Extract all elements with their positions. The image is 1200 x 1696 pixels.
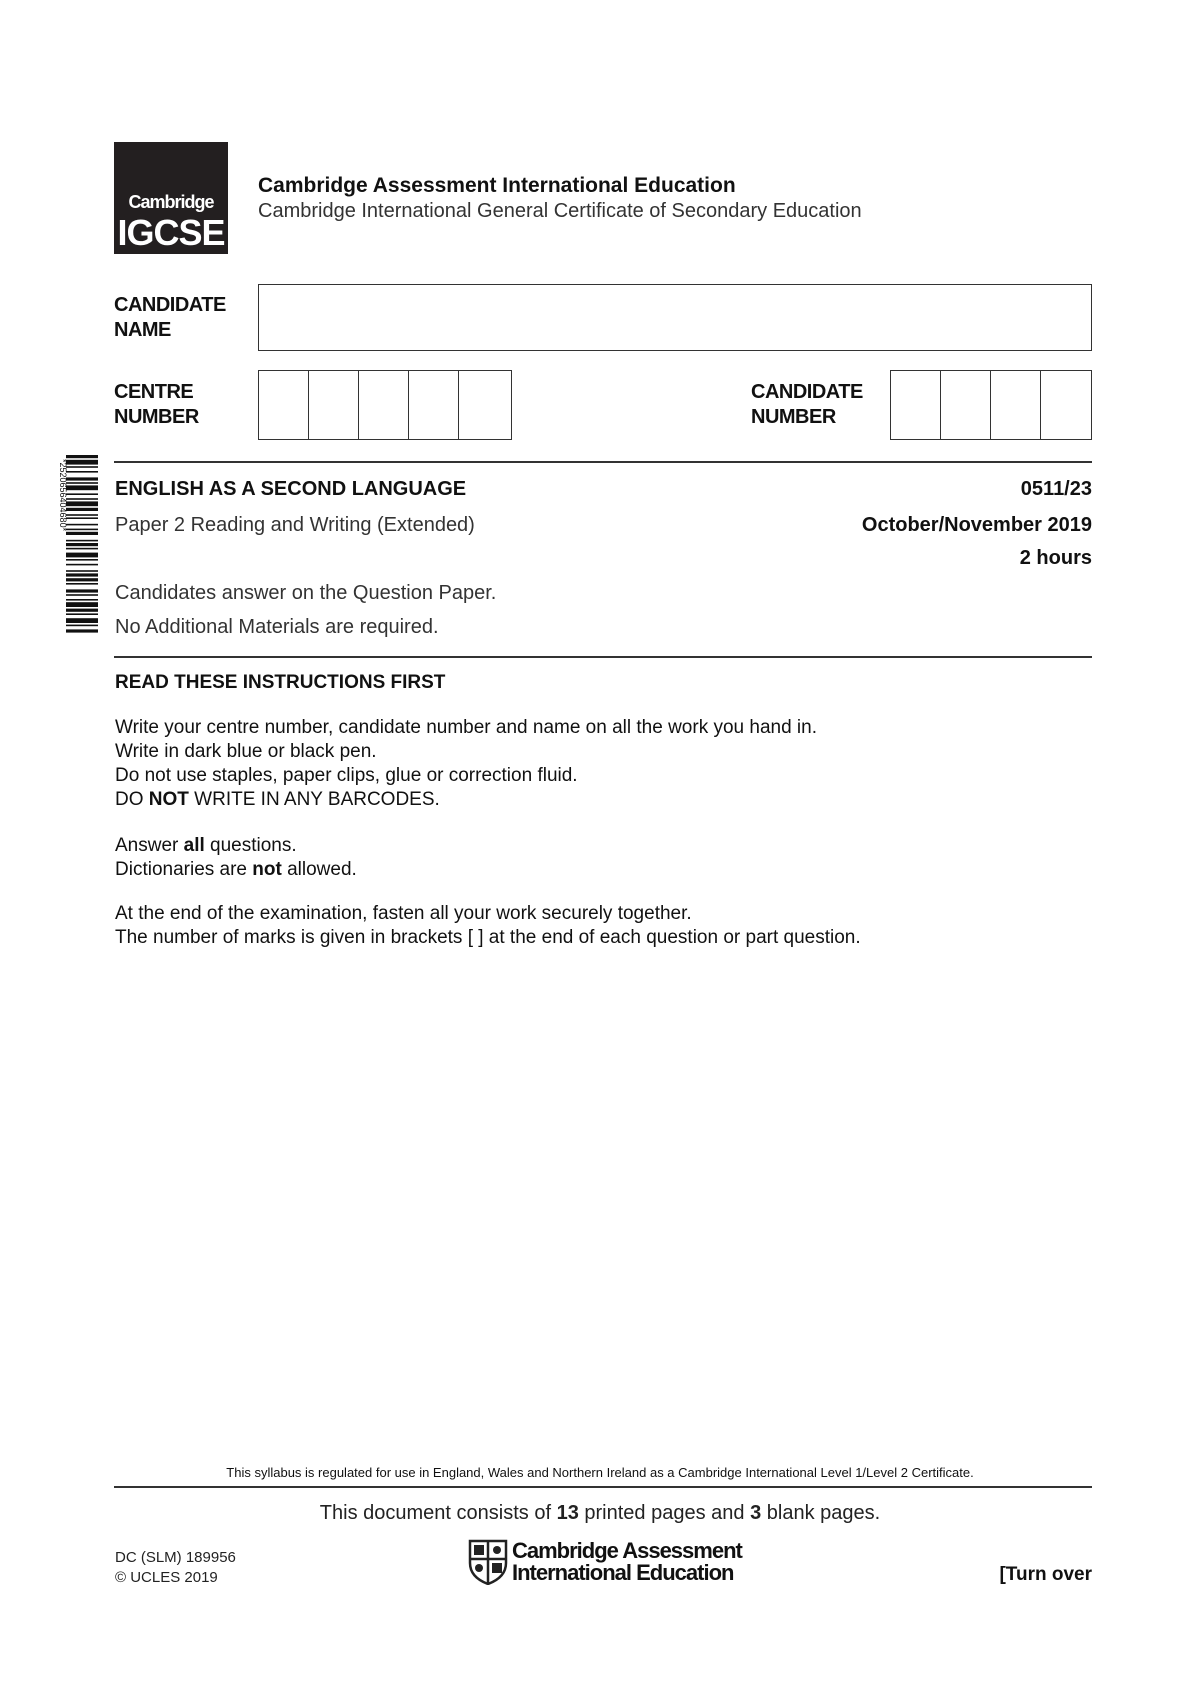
barcode-bar	[66, 514, 98, 516]
digit-box[interactable]	[991, 371, 1041, 439]
text-run: DO	[115, 789, 149, 810]
label-line: NAME	[114, 319, 171, 341]
text-run-bold: all	[183, 835, 205, 856]
paper-code: 0511/23	[1020, 478, 1092, 500]
barcode-bar	[66, 570, 98, 572]
digit-box[interactable]	[1041, 371, 1091, 439]
instruction-line	[115, 858, 357, 882]
barcode-bar	[66, 529, 98, 531]
divider	[114, 1486, 1092, 1488]
label-line: CENTRE	[114, 381, 194, 403]
barcode-bar	[66, 625, 98, 627]
barcode-bar	[66, 477, 98, 480]
barcode-bar	[66, 493, 98, 495]
barcode-bar	[66, 540, 98, 542]
text-run: blank pages.	[761, 1502, 881, 1524]
digit-box[interactable]	[359, 371, 409, 439]
label-line: NUMBER	[751, 406, 836, 428]
instruction-line: Write in dark blue or black pen.	[115, 741, 377, 762]
barcode-bar	[66, 501, 98, 506]
text-run: WRITE IN ANY BARCODES.	[188, 789, 440, 810]
answer-note: Candidates answer on the Question Paper.	[115, 582, 497, 604]
centre-number-label	[114, 380, 199, 430]
publisher-line-1: Cambridge Assessment	[512, 1538, 742, 1563]
instruction-line: Do not use staples, paper clips, glue or correction fluid.	[115, 765, 578, 786]
instruction-line: The number of marks is given in brackets [ ] at the end of each question or part question.	[115, 927, 861, 948]
instruction-line: Write your centre number, candidate number and name on all the work you hand in.	[115, 717, 817, 738]
barcode	[56, 455, 98, 685]
barcode-bar	[66, 543, 98, 546]
text-run-bold: 3	[750, 1502, 762, 1524]
publisher-line-2: International Education	[512, 1560, 734, 1585]
page-count-note	[0, 1502, 1200, 1525]
instruction-line	[115, 834, 357, 858]
subject-title: ENGLISH AS A SECOND LANGUAGE	[115, 478, 467, 500]
digit-box[interactable]	[459, 371, 511, 439]
barcode-bar	[66, 455, 98, 458]
text-run: printed pages and	[578, 1502, 751, 1524]
cambridge-igcse-logo	[114, 142, 228, 254]
barcode-bar	[66, 482, 98, 484]
barcode-number: *2520656404680*	[58, 459, 68, 532]
digit-box[interactable]	[941, 371, 991, 439]
document-reference	[115, 1548, 236, 1588]
barcode-bar	[66, 553, 98, 558]
barcode-bar	[66, 594, 98, 596]
barcode-bar	[66, 629, 98, 632]
label-line: CANDIDATE	[751, 381, 863, 403]
exam-session: October/November 2019	[861, 514, 1092, 536]
label-line: CANDIDATE	[114, 294, 226, 316]
copyright: © UCLES 2019	[115, 1569, 218, 1586]
candidate-number-field[interactable]	[890, 370, 1092, 440]
shield-crest-icon	[468, 1539, 508, 1585]
barcode-bar	[66, 498, 98, 500]
barcode-bar	[66, 471, 98, 473]
instructions-block-1	[115, 716, 817, 812]
barcode-bar	[66, 508, 98, 511]
barcode-bar	[66, 532, 98, 535]
barcode-bar	[66, 559, 98, 561]
divider	[114, 656, 1092, 658]
instructions-block-3	[115, 902, 861, 950]
digit-box[interactable]	[309, 371, 359, 439]
instruction-line	[115, 788, 817, 812]
publisher-logo	[512, 1540, 742, 1584]
barcode-bar	[66, 548, 98, 550]
barcode-bar	[66, 485, 98, 490]
digit-box[interactable]	[409, 371, 459, 439]
text-run-bold: not	[252, 859, 282, 880]
instructions-block-2	[115, 834, 357, 882]
logo-line-1: Cambridge	[128, 192, 214, 212]
text-run: Answer	[115, 835, 184, 856]
barcode-bar	[66, 578, 98, 581]
candidate-name-label	[114, 293, 226, 343]
syllabus-note: This syllabus is regulated for use in England, Wales and Northern Ireland as a Cambridge International Level 1/Level 2 Certificate.	[226, 1465, 974, 1480]
barcode-bar	[66, 589, 98, 592]
logo-line-2: IGCSE	[117, 212, 225, 253]
text-run-bold: 13	[556, 1502, 579, 1524]
paper-title: Paper 2 Reading and Writing (Extended)	[115, 514, 475, 536]
candidate-name-field[interactable]	[258, 284, 1092, 351]
barcode-bar	[66, 564, 98, 566]
barcode-bar	[66, 609, 98, 612]
barcode-bar	[66, 517, 98, 519]
barcode-bar	[66, 460, 98, 465]
barcode-bar	[66, 613, 98, 615]
barcode-bar	[66, 599, 98, 601]
barcode-bar	[66, 573, 98, 576]
candidate-number-label	[751, 380, 863, 430]
org-title: Cambridge Assessment International Education	[258, 174, 736, 197]
divider	[114, 461, 1092, 463]
label-line: NUMBER	[114, 406, 199, 428]
instruction-line: At the end of the examination, fasten all your work securely together.	[115, 903, 692, 924]
digit-box[interactable]	[259, 371, 309, 439]
centre-number-field[interactable]	[258, 370, 512, 440]
barcode-bar	[66, 602, 98, 607]
text-run: This document consists of	[319, 1502, 557, 1524]
text-run-bold: NOT	[148, 789, 189, 810]
barcode-bar	[66, 466, 98, 468]
reference-code: DC (SLM) 189956	[115, 1549, 236, 1566]
materials-note: No Additional Materials are required.	[115, 616, 439, 638]
barcode-bar	[66, 583, 98, 585]
barcode-bar	[66, 618, 98, 623]
barcode-bar	[66, 524, 98, 526]
turn-over: [Turn over	[999, 1564, 1092, 1585]
text-run: Dictionaries are	[115, 859, 253, 880]
exam-duration: 2 hours	[1019, 547, 1092, 569]
text-run: allowed.	[281, 859, 357, 880]
org-subtitle: Cambridge International General Certificate of Secondary Education	[258, 200, 862, 222]
digit-box[interactable]	[891, 371, 941, 439]
text-run: questions.	[204, 835, 297, 856]
instructions-heading: READ THESE INSTRUCTIONS FIRST	[115, 672, 446, 693]
